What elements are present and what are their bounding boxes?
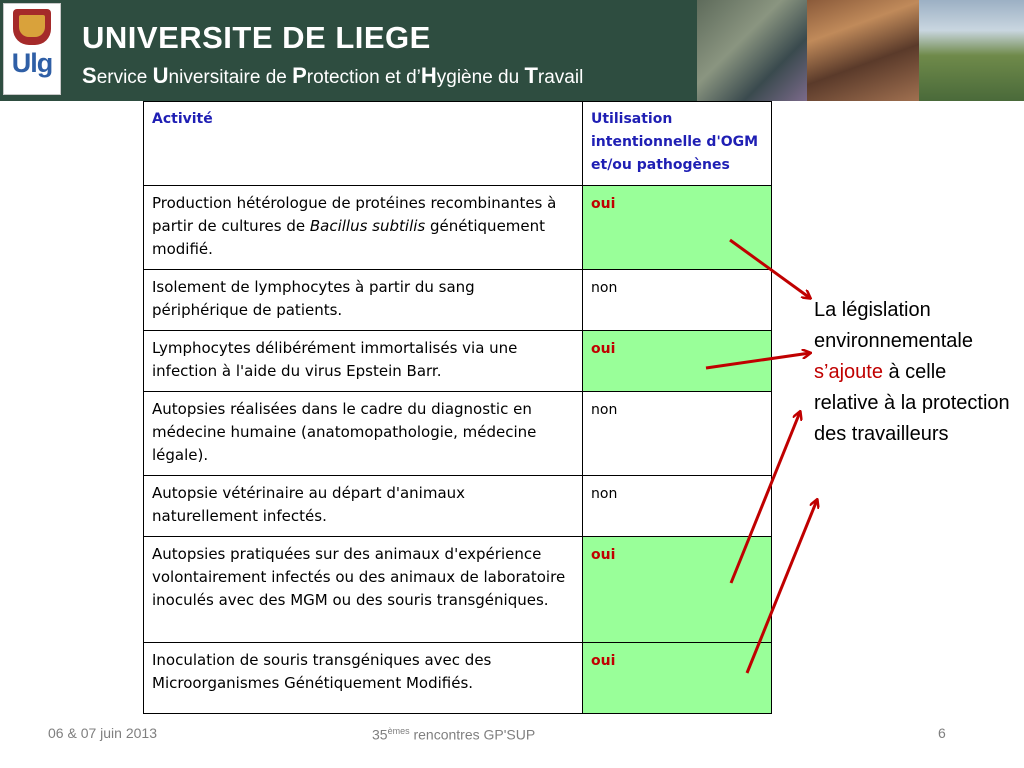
usage-cell: oui <box>583 331 772 392</box>
usage-cell: non <box>583 392 772 476</box>
usage-cell: oui <box>583 537 772 643</box>
activity-cell: Inoculation de souris transgéniques avec des Microorganismes Génétiquement Modifiés. <box>144 643 583 714</box>
activity-cell: Autopsies réalisées dans le cadre du diagnostic en médecine humaine (anatomopathologie, médecine légale). <box>144 392 583 476</box>
arrow-row1 <box>730 240 810 298</box>
header-usage: Utilisation intentionnelle d'OGM et/ou pathogènes <box>583 102 772 186</box>
activity-cell: Autopsie vétérinaire au départ d'animaux naturellement infectés. <box>144 476 583 537</box>
page-number: 6 <box>938 725 946 741</box>
usage-cell: oui <box>583 186 772 270</box>
side-note: La législation environnementale s’ajoute à celle relative à la protection des travailleurs <box>814 299 1010 445</box>
logo-text: Ulg <box>11 48 53 78</box>
service-subtitle: Service Universitaire de Protection et d’Hygiène du Travail <box>82 63 584 88</box>
usage-cell: non <box>583 270 772 331</box>
header-activity: Activité <box>144 102 583 186</box>
usage-cell: oui <box>583 643 772 714</box>
activity-cell: Isolement de lymphocytes à partir du sang périphérique de patients. <box>144 270 583 331</box>
activity-cell: Autopsies pratiquées sur des animaux d'expérience volontairement infectés ou des animaux de laboratoire inoculés avec des MGM ou des souris transgéniques. <box>144 537 583 643</box>
usage-cell: non <box>583 476 772 537</box>
arrow-row3 <box>706 353 810 368</box>
footer-date: 06 & 07 juin 2013 <box>48 725 157 741</box>
footer-event: 35èmes rencontres GP'SUP <box>372 726 536 743</box>
activity-cell: Lymphocytes délibérément immortalisés via une infection à l'aide du virus Epstein Barr. <box>144 331 583 392</box>
activity-cell: Production hétérologue de protéines recombinantes à partir de cultures de Bacillus subtilis génétiquement modifié. <box>144 186 583 270</box>
university-title: UNIVERSITE DE LIEGE <box>82 20 431 55</box>
arrow-row7 <box>747 500 817 673</box>
arrow-row6 <box>731 412 800 583</box>
